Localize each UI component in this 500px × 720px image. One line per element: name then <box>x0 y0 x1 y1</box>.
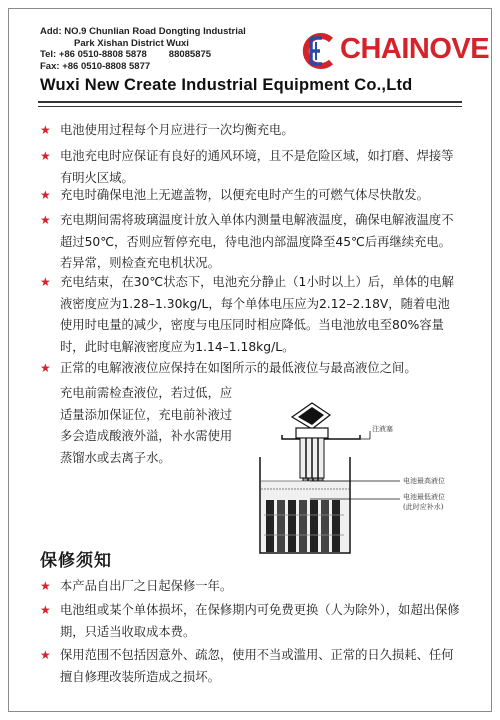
fax-value: +86 0510-8808 5877 <box>62 60 151 72</box>
contact-block <box>40 26 246 72</box>
star-icon: ★ <box>40 149 51 163</box>
star-icon: ★ <box>40 213 51 227</box>
bullet-item: ★ 充电时确保电池上无遮盖物，以便充电时产生的可燃气体尽快散发。 <box>40 185 460 207</box>
bullet-item: ★ 充电结束，在30℃状态下，电池充分静止（1小时以上）后，单体的电解液密度应为1.28–1.30kg/L，每个单体电压应为2.12–2.18V，随着电池使用时电量的减少，密度与电压同时相应降低。当电池放电至80%容量时，此时电解液密度应为1.14–1.18kg/L。 <box>40 272 460 358</box>
refill-note: 充电前需检查液位，若过低，应 适量添加保证位，充电前补液过 多会造成酸液外溢，补水需使用 蒸馏水或去离子水。 <box>60 386 233 465</box>
tel-value: +86 0510-8808 5878 <box>58 49 147 60</box>
chainove-logo-icon <box>300 32 338 70</box>
company-name: Wuxi New Create Industrial Equipment Co.,Ltd <box>40 76 413 94</box>
header-divider <box>38 101 462 103</box>
filler-plug <box>292 403 330 492</box>
label-max-level: 电池最高液位 <box>403 477 445 485</box>
header-divider-thin <box>38 106 462 107</box>
star-icon: ★ <box>40 123 51 137</box>
star-icon: ★ <box>40 648 51 662</box>
warranty-item: ★ 电池组或某个单体损坏，在保修期内可免费更换（人为除外），如超出保修期，只适当收取成本费。 <box>40 600 460 643</box>
tel-label: Tel: <box>40 49 57 60</box>
star-icon: ★ <box>40 603 51 617</box>
electrolyte-level-diagram <box>250 395 470 555</box>
brand-logo <box>300 30 490 70</box>
bullet-item: ★ 电池使用过程每个月应进行一次均衡充电。 <box>40 120 460 142</box>
warranty-title: 保修须知 <box>40 551 112 571</box>
fax-label: Fax: <box>40 60 60 72</box>
fax-line <box>40 61 246 73</box>
address-line-1: Add: NO.9 Chunlian Road Dongting Industrial <box>40 26 246 37</box>
bullet-item: ★ 电池充电时应保证有良好的通风环境，且不是危险区域，如打磨、焊接等有明火区域。 <box>40 146 460 189</box>
warranty-item: ★ 本产品自出厂之日起保修一年。 <box>40 576 460 598</box>
star-icon: ★ <box>40 188 51 202</box>
star-icon: ★ <box>40 275 51 289</box>
star-icon: ★ <box>40 579 51 593</box>
bullet-item: ★ 正常的电解液液位应保持在如图所示的最低液位与最高液位之间。 <box>40 358 460 380</box>
tel-line <box>40 49 246 61</box>
tel-value-2: 88085875 <box>168 49 212 60</box>
bullet-item: ★ 充电期间需将玻璃温度计放入单体内测量电解液温度，确保电解液温度不超过50℃，否则应暂停充电，待电池内部温度降至45℃后再继续充电。若异常，则检查充电机状况。 <box>40 210 460 275</box>
warranty-item: ★ 保用范围不包括因意外、疏忽，使用不当或滥用、正常的日久损耗、任何擅自修理改装所造成之损坏。 <box>40 645 460 688</box>
star-icon: ★ <box>40 361 51 375</box>
label-min-level: 电池最低液位 <box>403 493 445 501</box>
label-filler-plug: 注液塞 <box>372 425 393 433</box>
label-min-note: (此时应补水) <box>403 503 444 511</box>
address-line-2: Park Xishan District Wuxi <box>74 37 189 49</box>
logo-text: CHAINOVE <box>340 33 490 65</box>
